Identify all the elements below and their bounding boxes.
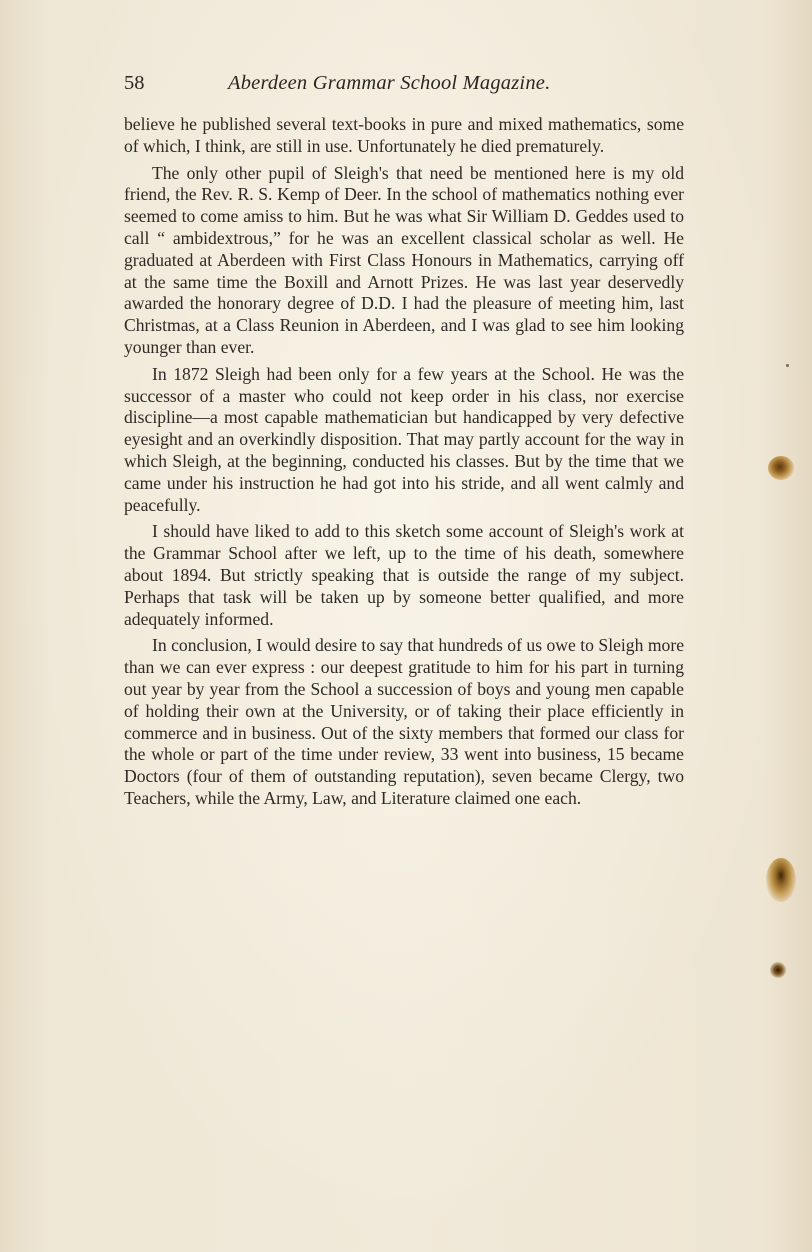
running-title: Aberdeen Grammar School Magazine. xyxy=(228,72,551,94)
page-number: 58 xyxy=(124,72,145,94)
paper-stain xyxy=(770,962,786,978)
page-header xyxy=(124,72,684,102)
paragraph-conclusion: In conclusion, I would desire to say that hundreds of us owe to Sleigh more than we can ever express : our deepest gratitude to him for his part in turning out year by year from the School a succession of boys and young men capable of holding their own at the University, or of taking their place efficiently in commerce and in business. Out of the sixty members that formed our class for the whole or part of the time under review, 33 went into business, 15 became Doctors (four of them of outstanding reputation), seven became Clergy, two Teachers, while the Army, Law, and Literature claimed one each. xyxy=(124,635,684,808)
paper-stain xyxy=(768,456,794,480)
article-body xyxy=(124,114,684,815)
paragraph-kemp: The only other pupil of Sleigh's that need be mentioned here is my old friend, the Rev. R. S. Kemp of Deer. In the school of mathematics nothing ever seemed to come amiss to him. But he was what Sir William D. Geddes used to call “ ambidextrous,” for he was an excellent classical scholar as well. He graduated at Aberdeen with First Class Honours in Mathematics, carrying off at the same time the Boxill and Arnott Prizes. He was last year deservedly awarded the honorary degree of D.D. I had the pleasure of meeting him, last Christmas, at a Class Reunion in Aberdeen, and I was glad to see him looking younger than ever. xyxy=(124,162,684,357)
paper-stain xyxy=(766,858,796,902)
paragraph-later-work: I should have liked to add to this sketch some account of Sleigh's work at the Grammar School after we left, up to the time of his death, somewhere about 1894. But strictly speaking that is outside the range of my subject. Perhaps that task will be taken up by someone better qualified, and more adequately informed. xyxy=(124,521,684,629)
paragraph-continuation: believe he published several text-books in pure and mixed mathematics, some of which, I think, are still in use. Unfortunately he died prematurely. xyxy=(124,114,684,156)
paper-speck xyxy=(786,364,789,367)
paragraph-1872: In 1872 Sleigh had been only for a few years at the School. He was the successor of a master who could not keep order in his class, nor exercise discipline—a most capable mathematician but handicapped by very defective eyesight and an overkindly disposition. That may partly account for the way in which Sleigh, at the beginning, conducted his classes. But by the time that we came under his instruction he had got into his stride, and all went calmly and peacefully. xyxy=(124,363,684,515)
